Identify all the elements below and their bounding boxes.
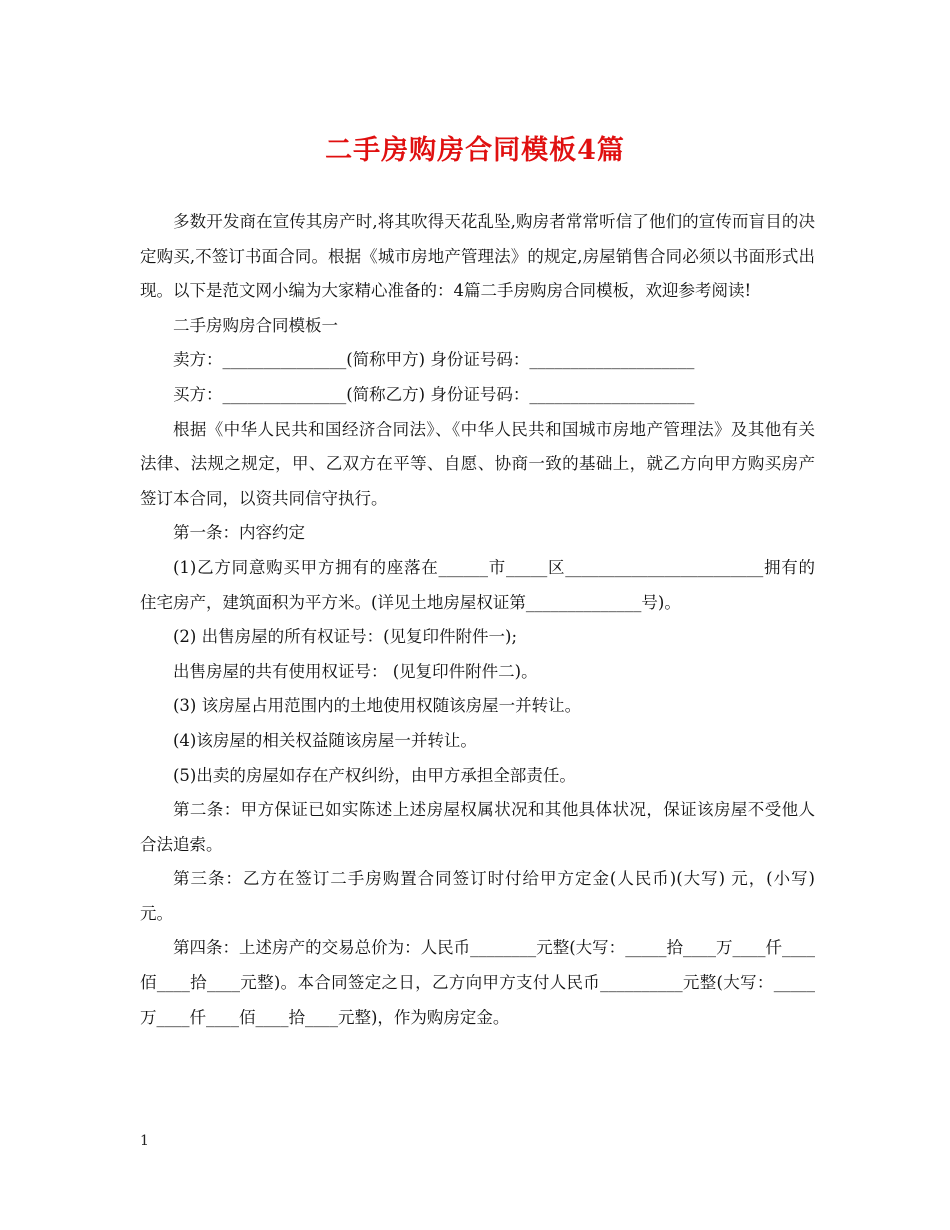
intro-paragraph: 多数开发商在宣传其房产时,将其吹得天花乱坠,购房者常常听信了他们的宣传而盲目的决定购买,不签订书面合同。根据《城市房地产管理法》的规定,房屋销售合同必须以书面形式出现。以下是范文网小编为大家精心准备的：4篇二手房购房合同模板，欢迎参考阅读! [140, 212, 815, 301]
buyer-line: 买方：_______________(简称乙方) 身份证号码：____________________ [173, 384, 695, 404]
legal-basis-paragraph: 根据《中华人民共和国经济合同法》、《中华人民共和国城市房地产管理法》及其他有关法律、法规之规定，甲、乙双方在平等、自愿、协商一致的基础上，就乙方向甲方购买房产签订本合同，以资共同信守执行。 [140, 419, 815, 508]
clause-5: (5)出卖的房屋如存在产权纠纷，由甲方承担全部责任。 [173, 765, 576, 785]
clause-3: (3) 该房屋占用范围内的土地使用权随该房屋一并转让。 [173, 696, 582, 716]
clause-1: (1)乙方同意购买甲方拥有的座落在______市_____区________________________拥有的住宅房产，建筑面积为平方米。(详见土地房屋权证第______________号)。 [140, 557, 815, 612]
clause-2-sub: 出售房屋的共有使用权证号： (见复印件附件二)。 [173, 661, 538, 681]
seller-line: 卖方：_______________(简称甲方) 身份证号码：____________________ [173, 350, 695, 370]
document-body [140, 205, 815, 1035]
clause-4: (4)该房屋的相关权益随该房屋一并转让。 [173, 730, 477, 750]
clause-2: (2) 出售房屋的所有权证号：(见复印件附件一); [173, 627, 518, 647]
article-1-heading: 第一条：内容约定 [173, 523, 305, 543]
article-4: 第四条：上述房产的交易总价为：人民币________元整(大写：_____拾____万____仟____佰____拾____元整)。本合同签定之日，乙方向甲方支付人民币__________元整(大写：_____万____仟____佰____拾____元整)，作为购房定金。 [140, 938, 815, 1027]
article-2: 第二条：甲方保证已如实陈述上述房屋权属状况和其他具体状况，保证该房屋不受他人合法追索。 [140, 800, 815, 854]
document-title: 二手房购房合同模板4篇 [325, 135, 625, 166]
section-heading: 二手房购房合同模板一 [173, 315, 338, 335]
page-number: 1 [140, 1133, 149, 1149]
article-3: 第三条：乙方在签订二手房购置合同签订时付给甲方定金(人民币)(大写) 元，(小写) 元。 [140, 869, 815, 923]
